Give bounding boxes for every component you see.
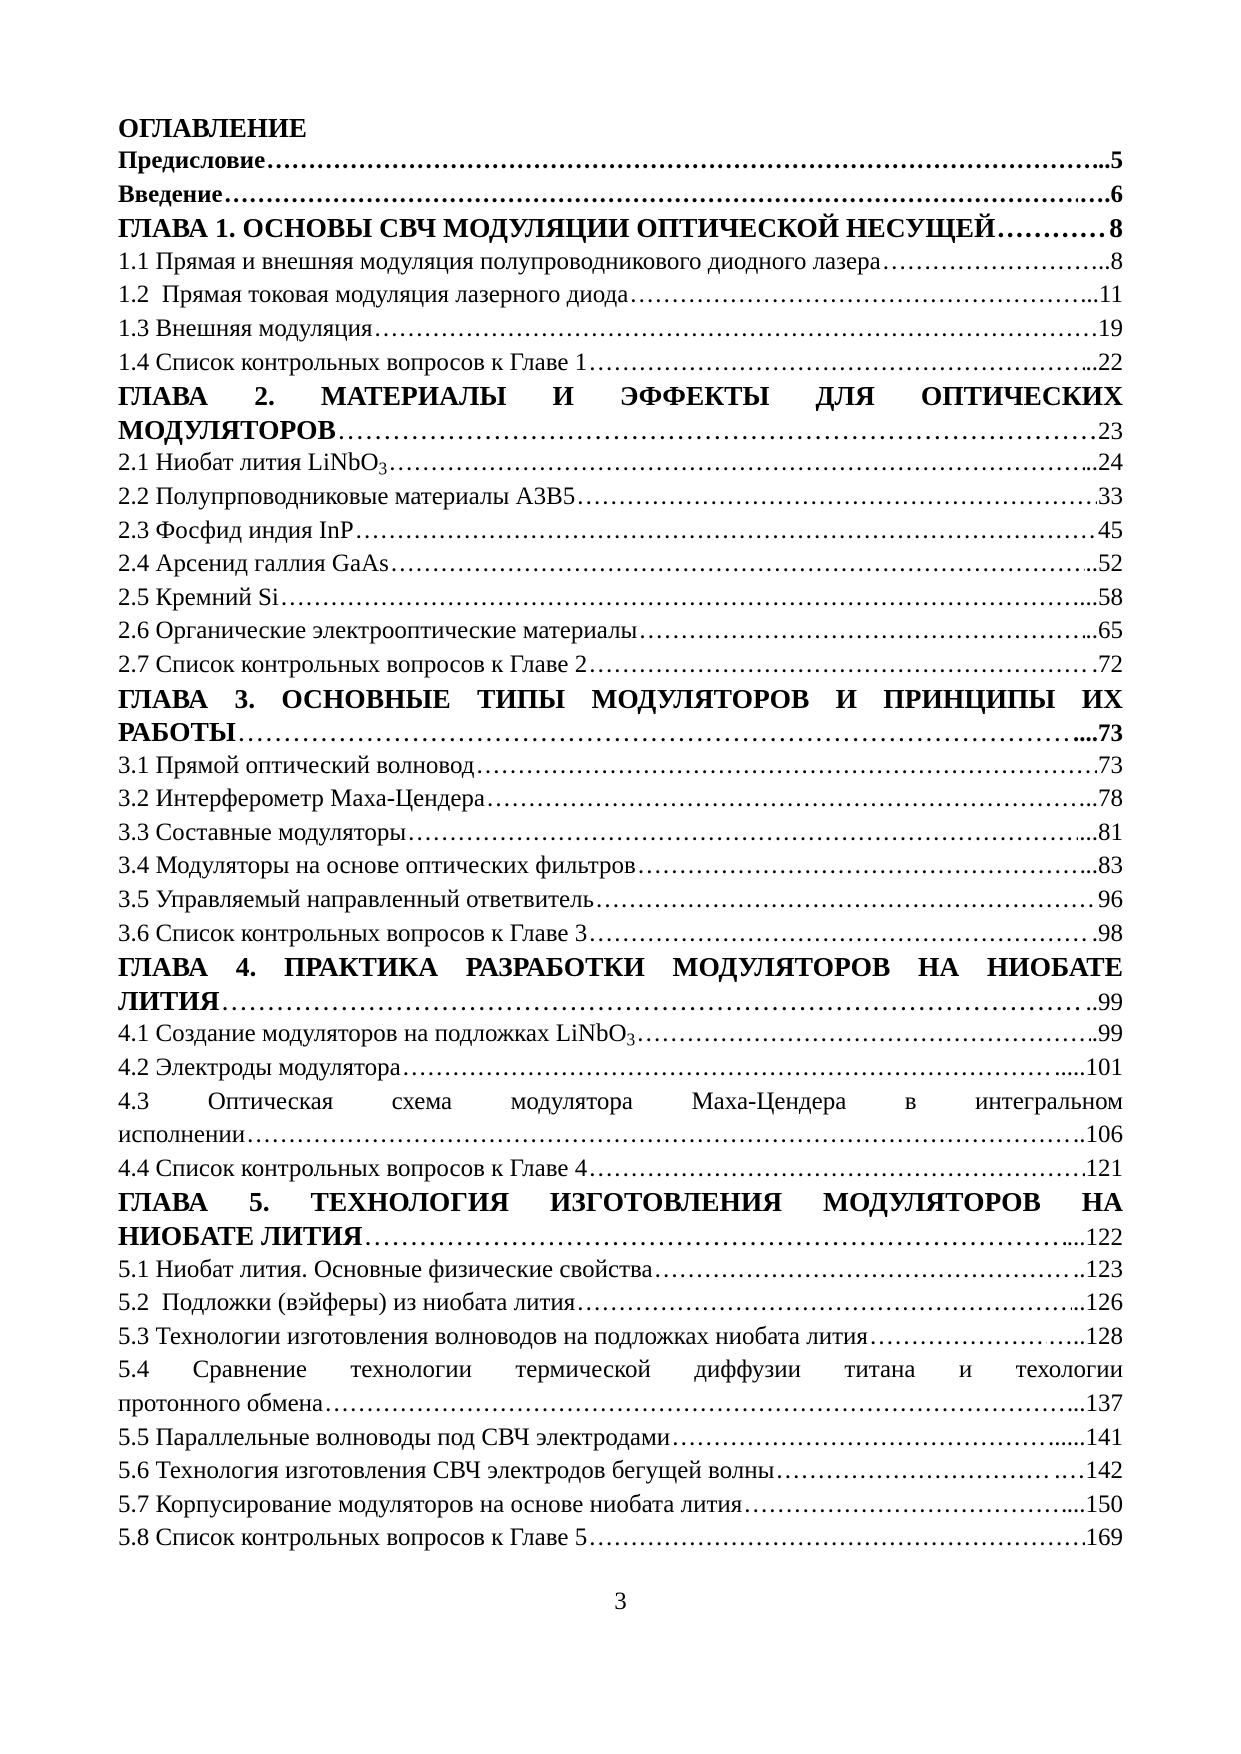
word: И (552, 380, 574, 412)
dot-leader (882, 245, 1097, 279)
dot-leader (355, 514, 1097, 548)
toc-entry-label: 3.1 Прямой оптический волновод (118, 751, 475, 779)
dot-leader (486, 782, 1084, 816)
word: 5. (249, 1186, 270, 1218)
toc-entry-label: 5.2 Подложки (вэйферы) из ниобата лития (118, 1289, 576, 1317)
word: МОДУЛЯТОРОВ (823, 1186, 1041, 1218)
dot-leader (388, 446, 1084, 480)
toc-title: ОГЛАВЛЕНИЕ (118, 113, 307, 143)
word: ГЛАВА (118, 951, 209, 983)
toc-page-number: ..83 (1085, 852, 1123, 880)
word: 4.3 (118, 1087, 150, 1115)
word: Оптическая (207, 1087, 334, 1115)
toc-entry-label: 2.5 Кремний Si (118, 583, 279, 611)
table-of-contents (118, 112, 1123, 1555)
word: РАЗРАБОТКИ (465, 951, 645, 983)
toc-chapter-4-line-1[interactable] (118, 950, 1123, 984)
toc-page-number: .…142 (1054, 1457, 1123, 1485)
toc-entry-2-4[interactable] (118, 547, 1123, 581)
dot-leader (476, 749, 1097, 783)
dot-leader (996, 211, 1108, 245)
toc-entry-4-4[interactable] (118, 1152, 1123, 1186)
toc-page-number: 19 (1098, 314, 1123, 342)
page-number: 3 (614, 1588, 627, 1615)
dot-leader (576, 1286, 1072, 1320)
toc-entry-label: 2.4 Арсенид галлия GaAs (118, 550, 389, 578)
dot-leader (775, 1454, 1053, 1488)
toc-entry-2-7[interactable] (118, 648, 1123, 682)
toc-page-number: ....73 (1073, 720, 1123, 748)
toc-entry-label: 3.6 Список контрольных вопросов к Главе 3 (118, 919, 588, 947)
word: ТИПЫ (477, 682, 566, 714)
toc-entry-label: 3.4 Модуляторы на основе оптических фильтров (118, 852, 636, 880)
toc-entry-3-2[interactable] (118, 782, 1123, 816)
word: ГЛАВА (118, 380, 209, 412)
toc-chapter-3-line-2[interactable] (118, 715, 1123, 749)
toc-page-number: .....101 (1054, 1054, 1123, 1082)
word: ИХ (1081, 682, 1123, 714)
toc-chapter-5-line-1[interactable] (118, 1185, 1123, 1219)
toc-entry-label: 4.2 Электроды модулятора (118, 1054, 401, 1082)
word: МОДУЛЯТОРОВ (591, 682, 810, 714)
toc-chapter-1[interactable] (118, 211, 1123, 245)
word: ЭФФЕКТЫ (619, 380, 770, 412)
dot-leader (588, 1521, 1084, 1555)
word: схема (391, 1087, 453, 1115)
word: термической (515, 1356, 651, 1384)
toc-entry-label: 5.6 Технология изготовления СВЧ электродов бегущей волны (118, 1457, 775, 1485)
toc-entry-1-2[interactable] (118, 278, 1123, 312)
toc-page-number: ..8 (1098, 247, 1123, 275)
word: диффузии (694, 1356, 802, 1384)
toc-chapter-3-line-1[interactable] (118, 682, 1123, 716)
word: модулятора (510, 1087, 633, 1115)
toc-chapter-label: ГЛАВА 1. ОСНОВЫ СВЧ МОДУЛЯЦИИ ОПТИЧЕСКОЙ НЕСУЩЕЙ (118, 212, 996, 244)
toc-entry-1-1[interactable] (118, 245, 1123, 279)
toc-entry-2-3[interactable] (118, 514, 1123, 548)
toc-page-number: ...150 (1066, 1490, 1123, 1518)
toc-entry-2-6[interactable] (118, 614, 1123, 648)
toc-entry-3-4[interactable] (118, 849, 1123, 883)
toc-entry-label: 5.1 Ниобат лития. Основные физические свойства (118, 1255, 653, 1283)
word: НИОБАТЕ (986, 951, 1123, 983)
toc-page-number: ..52 (1085, 550, 1123, 578)
dot-leader (220, 984, 1084, 1018)
toc-entry-label: 5.7 Корпусирование модуляторов на основе ниобата лития (118, 1490, 743, 1518)
toc-page-number: 169 (1085, 1524, 1123, 1552)
toc-entry-label: 2.2 Полупрповодниковые материалы А3В5 (118, 482, 576, 510)
word: ОСНОВНЫЕ (281, 682, 451, 714)
dot-leader (324, 1387, 1072, 1421)
dot-leader (363, 1219, 1065, 1253)
toc-page-number: 33 (1098, 482, 1123, 510)
dot-leader (588, 346, 1084, 380)
toc-entry-label: 2.1 Ниобат лития LiNbO$_3$ (118, 449, 388, 479)
dot-leader (638, 614, 1084, 648)
toc-entry-3-5[interactable] (118, 883, 1123, 917)
toc-page-number: ..137 (1073, 1389, 1123, 1417)
dot-leader (588, 1152, 1084, 1186)
toc-page-number: .98 (1091, 919, 1123, 947)
toc-entry-5-4-line-2[interactable] (118, 1387, 1123, 1421)
toc-entry-5-4-line-1[interactable] (118, 1353, 1123, 1387)
toc-page-number: .99 (1091, 1020, 1123, 1048)
toc-entry-label: 1.4 Список контрольных вопросов к Главе 1 (118, 348, 588, 376)
toc-entry-2-5[interactable] (118, 581, 1123, 615)
toc-chapter-2-line-1[interactable] (118, 379, 1123, 413)
word: 3. (234, 682, 256, 714)
toc-entry-5-1[interactable] (118, 1253, 1123, 1287)
word: Маха-Цендера (691, 1087, 847, 1115)
toc-page-number: 8 (1109, 212, 1123, 244)
toc-entry-5-7[interactable] (118, 1488, 1123, 1522)
toc-chapter-label: РАБОТЫ (118, 716, 236, 748)
toc-chapter-5-line-2[interactable] (118, 1219, 1123, 1253)
toc-page-number: ..126 (1073, 1289, 1123, 1317)
toc-page-number: ...81 (1079, 818, 1123, 846)
toc-entry-3-6[interactable] (118, 917, 1123, 951)
word: в (904, 1087, 917, 1115)
word: и (958, 1356, 973, 1384)
toc-entry-label: 4.4 Список контрольных вопросов к Главе 4 (118, 1154, 588, 1182)
toc-entry-4-1[interactable] (118, 1017, 1123, 1051)
toc-chapter-4-line-2[interactable] (118, 984, 1123, 1018)
word: НА (1081, 1186, 1123, 1218)
toc-chapter-label: МОДУЛЯТОРОВ (118, 413, 336, 445)
toc-page-number: ...122 (1066, 1224, 1123, 1251)
dot-leader (743, 1488, 1065, 1522)
dot-leader (654, 1253, 1072, 1287)
toc-entry-label: 3.2 Интерферометр Маха-Цендера (118, 785, 486, 813)
word: ГЛАВА (118, 682, 209, 714)
toc-page-number: ..22 (1085, 348, 1123, 376)
toc-entry-3-3[interactable] (118, 816, 1123, 850)
toc-page-number: 45 (1098, 516, 1123, 544)
word: интегральном (975, 1087, 1123, 1115)
dot-leader (390, 547, 1085, 581)
toc-entry-label: 2.7 Список контрольных вопросов к Главе 2 (118, 650, 588, 678)
toc-chapter-label: ЛИТИЯ (118, 984, 220, 1016)
toc-page-number: ..106 (1073, 1121, 1123, 1149)
word: МАТЕРИАЛЫ (320, 380, 507, 412)
word: ГЛАВА (118, 1186, 209, 1218)
word: МОДУЛЯТОРОВ (672, 951, 891, 983)
dot-leader (373, 312, 1097, 346)
dot-leader (246, 1118, 1072, 1152)
toc-entry-5-2[interactable] (118, 1286, 1123, 1320)
dot-leader (280, 581, 1078, 615)
word: ИЗГОТОВЛЕНИЯ (549, 1186, 783, 1218)
toc-entry-3-1[interactable] (118, 749, 1123, 783)
toc-entry-5-6[interactable] (118, 1454, 1123, 1488)
dot-leader (266, 144, 1097, 178)
toc-entry-4-3-line-1[interactable] (118, 1085, 1123, 1119)
toc-page-number: ..99 (1085, 988, 1123, 1016)
toc-entry-label: 3.3 Составные модуляторы (118, 818, 407, 846)
toc-page-number: .72 (1091, 650, 1123, 678)
dot-leader (636, 1017, 1090, 1051)
dot-leader (337, 413, 1097, 447)
toc-entry-label: 1.3 Внешняя модуляция (118, 314, 373, 342)
dot-leader (671, 1421, 1047, 1455)
toc-entry-label: 1.2 Прямая токовая модуляция лазерного диода (118, 281, 629, 309)
toc-entry-introduction[interactable] (118, 178, 1123, 212)
word: ДЛЯ (815, 380, 875, 412)
toc-entry-label: 4.1 Создание модуляторов на подложках LiNbO$_3$ (118, 1020, 636, 1050)
word: ПРИНЦИПЫ (883, 682, 1056, 714)
toc-page-number: ..78 (1085, 785, 1123, 813)
word: техологии (1015, 1356, 1123, 1384)
dot-leader (595, 883, 1097, 917)
dot-leader (237, 715, 1072, 749)
toc-entry-label: Введение (118, 180, 223, 208)
toc-page-number: ..123 (1073, 1255, 1123, 1283)
toc-page-number: ......141 (1048, 1423, 1123, 1451)
toc-page-number: ..5 (1098, 147, 1123, 174)
dot-leader (637, 849, 1085, 883)
dot-leader (629, 278, 1085, 312)
dot-leader (588, 917, 1091, 951)
toc-page-number: ...58 (1079, 583, 1123, 611)
word: 2. (254, 380, 275, 412)
toc-page-number: ….6 (1079, 180, 1123, 208)
toc-chapter-2-line-2[interactable] (118, 413, 1123, 447)
word: ПРАКТИКА (284, 951, 439, 983)
toc-entry-label: Предисловие (118, 147, 266, 174)
toc-entry-label: 1.1 Прямая и внешняя модуляция полупроводникового диодного лазера (118, 247, 881, 275)
dot-leader (576, 480, 1097, 514)
toc-entry-label: 3.5 Управляемый направленный ответвитель (118, 886, 594, 914)
toc-entry-label: 5.8 Список контрольных вопросов к Главе 5 (118, 1524, 588, 1552)
toc-entry-label: исполнении (118, 1121, 246, 1149)
toc-entry-5-3[interactable] (118, 1320, 1123, 1354)
toc-page-number: 23 (1098, 417, 1123, 445)
word: НА (918, 951, 960, 983)
word: ТЕХНОЛОГИЯ (310, 1186, 510, 1218)
toc-page-number: ..24 (1085, 449, 1123, 477)
dot-leader (407, 816, 1078, 850)
toc-entry-1-4[interactable] (118, 346, 1123, 380)
toc-entry-label: 5.3 Технологии изготовления волноводов на подложках ниобата лития (118, 1322, 868, 1350)
word: титана (844, 1356, 916, 1384)
toc-page-number: ..11 (1086, 281, 1123, 309)
toc-entry-5-8[interactable] (118, 1521, 1123, 1555)
word: 4. (235, 951, 257, 983)
word: 5.4 (118, 1356, 150, 1384)
toc-page-number: …..128 (1048, 1322, 1123, 1350)
toc-entry-5-5[interactable] (118, 1421, 1123, 1455)
toc-page-number: 121 (1085, 1154, 1123, 1182)
toc-page-number: 96 (1098, 886, 1123, 914)
dot-leader (588, 648, 1091, 682)
toc-entry-2-2[interactable] (118, 480, 1123, 514)
word: И (835, 682, 857, 714)
word: Сравнение (192, 1356, 307, 1384)
toc-entry-label: 2.6 Органические электрооптические материалы (118, 617, 638, 645)
toc-entry-preface[interactable] (118, 144, 1123, 178)
dot-leader (402, 1051, 1054, 1085)
toc-entry-4-2[interactable] (118, 1051, 1123, 1085)
word: ОПТИЧЕСКИХ (920, 380, 1123, 412)
toc-chapter-label: НИОБАТЕ ЛИТИЯ (118, 1220, 363, 1251)
toc-entry-label: протонного обмена (118, 1389, 324, 1417)
dot-leader (224, 178, 1079, 212)
toc-entry-4-3-line-2[interactable] (118, 1118, 1123, 1152)
dot-leader (869, 1320, 1047, 1354)
toc-entry-1-3[interactable] (118, 312, 1123, 346)
toc-entry-label: 2.3 Фосфид индия InP (118, 516, 354, 544)
toc-page-number: 73 (1098, 751, 1123, 779)
word: технологии (350, 1356, 473, 1384)
toc-entry-label: 5.5 Параллельные волноводы под СВЧ электродами (118, 1423, 671, 1451)
toc-entry-2-1[interactable] (118, 446, 1123, 480)
toc-page-number: ..65 (1085, 617, 1123, 645)
